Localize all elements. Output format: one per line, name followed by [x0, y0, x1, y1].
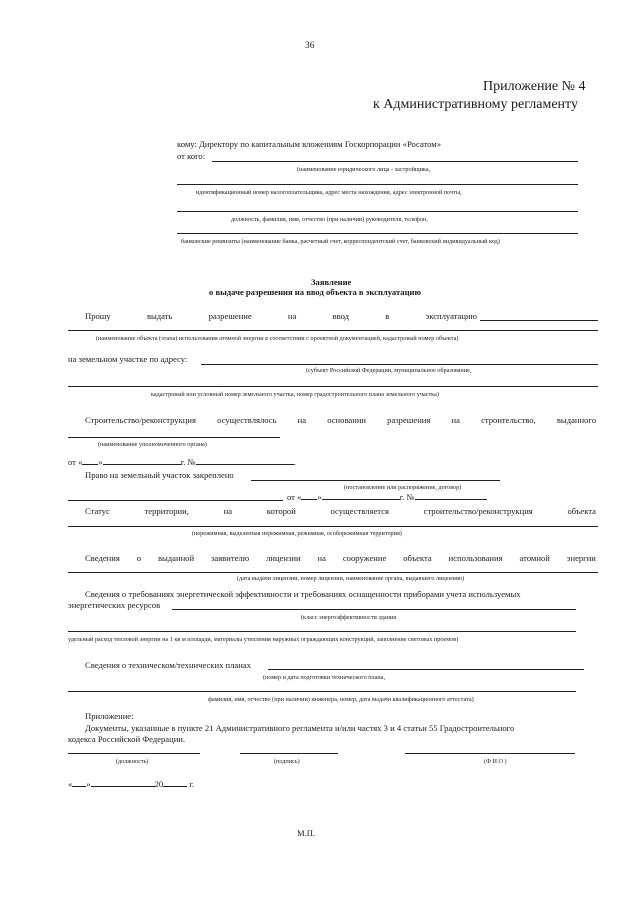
land-address-field	[201, 364, 598, 365]
construction-word: Строительство/реконструкция	[85, 415, 196, 425]
status-word: которой	[266, 506, 296, 516]
tech-plans-field	[268, 669, 584, 670]
tech-plans-label: Сведения о техническом/технических планах	[85, 660, 251, 670]
appendix-subtitle: к Административному регламенту	[373, 97, 578, 112]
organ-field	[68, 437, 280, 438]
status-word: осуществляется	[330, 506, 389, 516]
license-word: о	[136, 553, 142, 563]
license-word: объекта	[403, 553, 432, 563]
attachment-text-2: кодекса Российской Федерации.	[68, 734, 186, 744]
addressee-line-4	[177, 233, 578, 234]
request-line	[85, 311, 477, 321]
caption-legal-entity: (наименование юридического лица - застройщика,	[297, 166, 431, 173]
caption-subject: (субъект Российской Федерации, муниципальное образование,	[306, 367, 472, 374]
addressee-line-2	[177, 184, 578, 185]
addressee-from: от кого:	[177, 151, 206, 161]
status-word: на	[223, 506, 233, 516]
caption-energy-class: (класс энергоэффективности здания	[301, 614, 397, 621]
page-number: 36	[305, 41, 315, 51]
caption-position: (должность)	[116, 758, 149, 765]
license-word: использования	[448, 553, 503, 563]
status-field	[68, 526, 598, 527]
construction-line	[85, 415, 596, 425]
construction-word: осуществлялось	[217, 415, 277, 425]
caption-object: (наименование объекта (этапа) использования атомной энергии в соответствии с проектной документацией, кадастровый номер объекта)	[96, 335, 459, 342]
construction-word: разрешения	[387, 415, 431, 425]
decree-line	[68, 500, 283, 501]
stamp-label: М.П.	[297, 828, 316, 838]
caption-inn: идентификационный номер налогоплательщика, адрес места нахождения, адрес электронной почты,	[196, 189, 462, 196]
request-word: Прошу	[85, 311, 111, 321]
caption-bank: банковские реквизиты (наименование банка, расчетный счет, корреспондентский счет, банковский индивидуальный код)	[181, 238, 500, 245]
construction-word: выданного	[556, 415, 596, 425]
license-word: энергии	[566, 553, 596, 563]
construction-word: на	[297, 415, 307, 425]
caption-engineer: фамилия, имя, отчество (при наличии) инженера, номер, дата выдачи квалификационного аттестата)	[208, 696, 474, 703]
construction-word: строительство,	[481, 415, 536, 425]
caption-head: должность, фамилия, имя, отчество (при наличии) руководителя, телефон,	[231, 216, 428, 223]
request-word: ввод	[332, 311, 350, 321]
energy-field	[172, 609, 576, 610]
signature-line	[240, 753, 338, 754]
license-word: Сведения	[85, 553, 120, 563]
cadastral-line	[68, 386, 598, 387]
caption-cadastral: кадастровый или условный номер земельного участка, номер градостроительного плана земельного участка)	[151, 391, 439, 398]
license-word: атомной	[519, 553, 550, 563]
energy-label-2: энергетических ресурсов	[68, 600, 161, 610]
status-word: объекта	[567, 506, 596, 516]
addressee-from-line	[212, 161, 578, 162]
request-word: разрешение	[208, 311, 252, 321]
construction-word: основании	[327, 415, 367, 425]
license-line	[85, 553, 596, 563]
status-word: строительство/реконструкция	[423, 506, 533, 516]
land-right-label: Право на земельный участок закреплено	[85, 470, 234, 480]
object-name-line	[68, 330, 598, 331]
statement-title: Заявление	[311, 277, 352, 287]
signature-date: « » 20 г.	[68, 779, 195, 789]
appendix-title: Приложение № 4	[483, 79, 586, 94]
decree-date: от « » г. №	[287, 492, 487, 502]
addressee-to: кому: Директору по капитальным вложениям Госкорпорации «Росатом»	[177, 139, 442, 149]
request-word: выдать	[146, 311, 173, 321]
request-word: эксплуатацию	[425, 311, 477, 321]
caption-signature: (подпись)	[274, 758, 300, 765]
caption-decree: (постановление или распоряжение, договор)	[344, 484, 462, 491]
license-word: заявителю	[211, 553, 250, 563]
caption-tech-date: (номер и дата подготовки технического плана,	[263, 674, 385, 681]
license-word: выданной	[157, 553, 195, 563]
caption-fio: (Ф И О )	[484, 758, 507, 765]
license-field	[68, 572, 598, 573]
construction-word: на	[451, 415, 460, 425]
caption-heat: удельный расход тепловой энергии на 1 кв м площади, материалы утепления наружных ограждающих конструкций, заполнение световых проемов)	[68, 636, 459, 643]
caption-license: (дата выдачи лицензии, номер лицензии, наименование органа, выдавшего лицензию)	[237, 575, 465, 582]
license-word: сооружение	[342, 553, 387, 563]
heat-line	[68, 631, 576, 632]
land-right-field	[251, 480, 500, 481]
statement-subtitle: о выдаче разрешения на ввод объекта в эксплуатацию	[209, 287, 422, 297]
license-word: на	[317, 553, 326, 563]
name-line	[405, 753, 575, 754]
caption-organ: (наименование уполномоченного органа)	[98, 441, 207, 448]
status-word: территории,	[144, 506, 189, 516]
permit-date: от « » г. № .	[68, 457, 296, 467]
engineer-line	[68, 691, 576, 692]
status-line	[85, 506, 596, 516]
status-word: Статус	[85, 506, 110, 516]
license-word: лицензии	[266, 553, 301, 563]
caption-status: (нережимная, выделенная нережимная, режимная, особорежимная территория)	[192, 530, 402, 537]
request-word: в	[385, 311, 390, 321]
object-name-field	[480, 320, 598, 321]
request-word: на	[287, 311, 297, 321]
attachment-label: Приложение:	[85, 711, 134, 721]
attachment-text-1: Документы, указанные в пункте 21 Административного регламента и/или частях 3 и 4 статьи 55 Градостроительного	[85, 723, 515, 733]
position-line	[68, 753, 200, 754]
land-address-label: на земельном участке по адресу:	[68, 354, 188, 364]
energy-label-1: Сведения о требованиях энергетической эффективности и требованиях оснащенности приборами учета используемых	[85, 589, 521, 599]
addressee-line-3	[177, 211, 578, 212]
